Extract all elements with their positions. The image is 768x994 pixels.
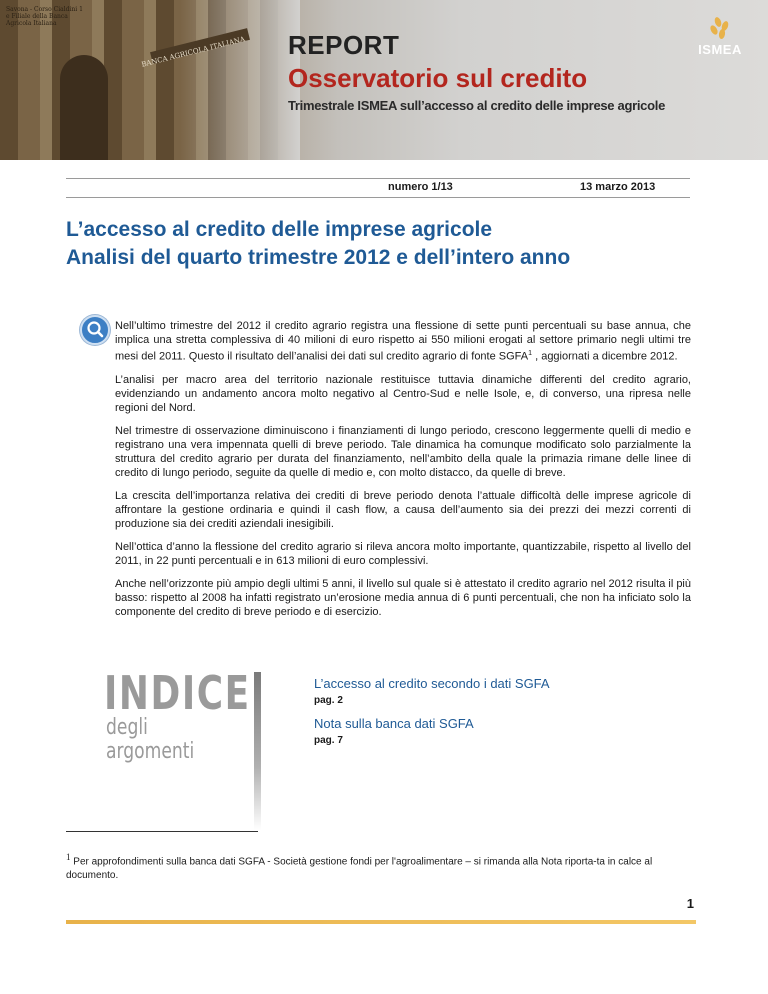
issue-number: numero 1/13 — [388, 181, 453, 193]
toc-link[interactable]: Nota sulla banca dati SGFA — [314, 716, 474, 731]
page-number: 1 — [686, 896, 694, 911]
photo-arch — [60, 55, 108, 160]
footnote-mark: 1 — [66, 852, 71, 862]
toc-item[interactable] — [314, 716, 674, 746]
ismea-logo — [694, 14, 746, 64]
headline-line-2: Analisi del quarto trimestre 2012 e dell’intero anno — [66, 246, 571, 269]
index-heading — [104, 666, 254, 765]
photo-caption — [6, 6, 83, 27]
summary-paragraph — [115, 319, 691, 364]
toc-page: pag. 7 — [314, 735, 343, 746]
index-divider — [254, 672, 261, 830]
wheat-icon — [694, 14, 746, 44]
toc-page: pag. 2 — [314, 695, 343, 706]
magnifier-glyph — [82, 317, 108, 343]
summary-paragraph: Anche nell’orizzonte più ampio degli ultimi 5 anni, il livello sul quale si è attestato il credito agrario nel 2012 risulta il più basso: rispetto al 2008 ha infatti registrato un’erosione media annua di 6 punti percentuali, che non ha inficiato solo la componente del credito di breve periodo e di esercizio. — [115, 577, 691, 618]
search-icon — [80, 315, 110, 345]
photo-caption-line: Agricola Italiana — [6, 20, 57, 27]
summary-paragraph: La crescita dell’importanza relativa dei crediti di breve periodo denota l’attuale difficoltà delle imprese agricole di affrontare la gestione ordinaria e quindi il cash flow, a causa dell’aumento sia dei prezzi dei mezzi correnti di produzione sia dei crediti aziendali inesigibili. — [115, 489, 691, 530]
photo-caption-line: e Filiale della Banca — [6, 13, 68, 20]
photo-sign-text: BANCA AGRICOLA ITALIANA — [140, 35, 246, 69]
footnote-text: Per approfondimenti sulla banca dati SGFA - Società gestione fondi per l'agroalimentare – si rimanda alla Nota riporta-ta in calce al documento. — [66, 856, 653, 882]
table-of-contents — [314, 676, 674, 756]
summary-paragraph: Nell’ottica d’anno la flessione del credito agrario si rileva ancora molto importante, quantizzabile, rispetto al livello del 2011, in 22 punti percentuali e in 613 milioni di euro complessivi. — [115, 540, 691, 567]
index-title: INDICE — [104, 666, 251, 720]
issue-date: 13 marzo 2013 — [580, 181, 656, 193]
page-rule — [66, 920, 696, 924]
toc-item[interactable] — [314, 676, 674, 706]
issue-bar — [66, 178, 690, 198]
summary-paragraph: L’analisi per macro area del territorio nazionale restituisce tuttavia dinamiche differenti del credito agrario, evidenziando un andamento ancora molto negativo al Centro-Sud e nelle Isole, e, di converso, una ripresa nelle regioni del Nord. — [115, 373, 691, 414]
observatory-title: Osservatorio sul credito — [288, 63, 588, 93]
summary-p1-text: Nell’ultimo trimestre del 2012 il credito agrario registra una flessione di sette punti percentuali su base annua, che implica una stretta complessiva di 40 milioni di euro rispetto ai 550 milioni erogati al settore primario negli ultimi tre mesi del 2011. Questo il risultato dell’analisi dei dati sul credito agrario di fonte SGFA — [115, 320, 691, 363]
headline-line-1: L’accesso al credito delle imprese agricole — [66, 218, 493, 241]
summary-text — [115, 319, 691, 628]
header-photo — [0, 0, 300, 160]
footnote-rule — [66, 831, 258, 832]
photo-caption-line: Savona - Corso Cialdini 1 — [6, 6, 83, 13]
report-header — [0, 0, 768, 160]
headline — [66, 216, 726, 272]
report-title: REPORT — [288, 30, 400, 60]
summary-paragraph: Nel trimestre di osservazione diminuiscono i finanziamenti di lungo periodo, crescono leggermente quelli di medio e registrano una vera impennata quelli di breve periodo. Tale dinamica ha comunque modificato solo parzialmente la struttura del credito agrario per durata del finanziamento, nell’ambito della quale la primazia rimane delle linee di credito di lungo periodo, seguite da quelle di medio e, con molto distacco, da quelle di breve. — [115, 424, 691, 479]
index-subtitle: degli argomenti — [106, 715, 195, 764]
toc-link[interactable]: L’accesso al credito secondo i dati SGFA — [314, 676, 550, 691]
footnote — [66, 850, 696, 883]
summary-p1-tail: , aggiornati a dicembre 2012. — [532, 350, 678, 363]
report-subtitle: Trimestrale ISMEA sull’accesso al credito delle imprese agricole — [288, 98, 665, 113]
logo-text: ISMEA — [698, 42, 742, 57]
footnote-ref[interactable]: 1 — [528, 350, 533, 357]
